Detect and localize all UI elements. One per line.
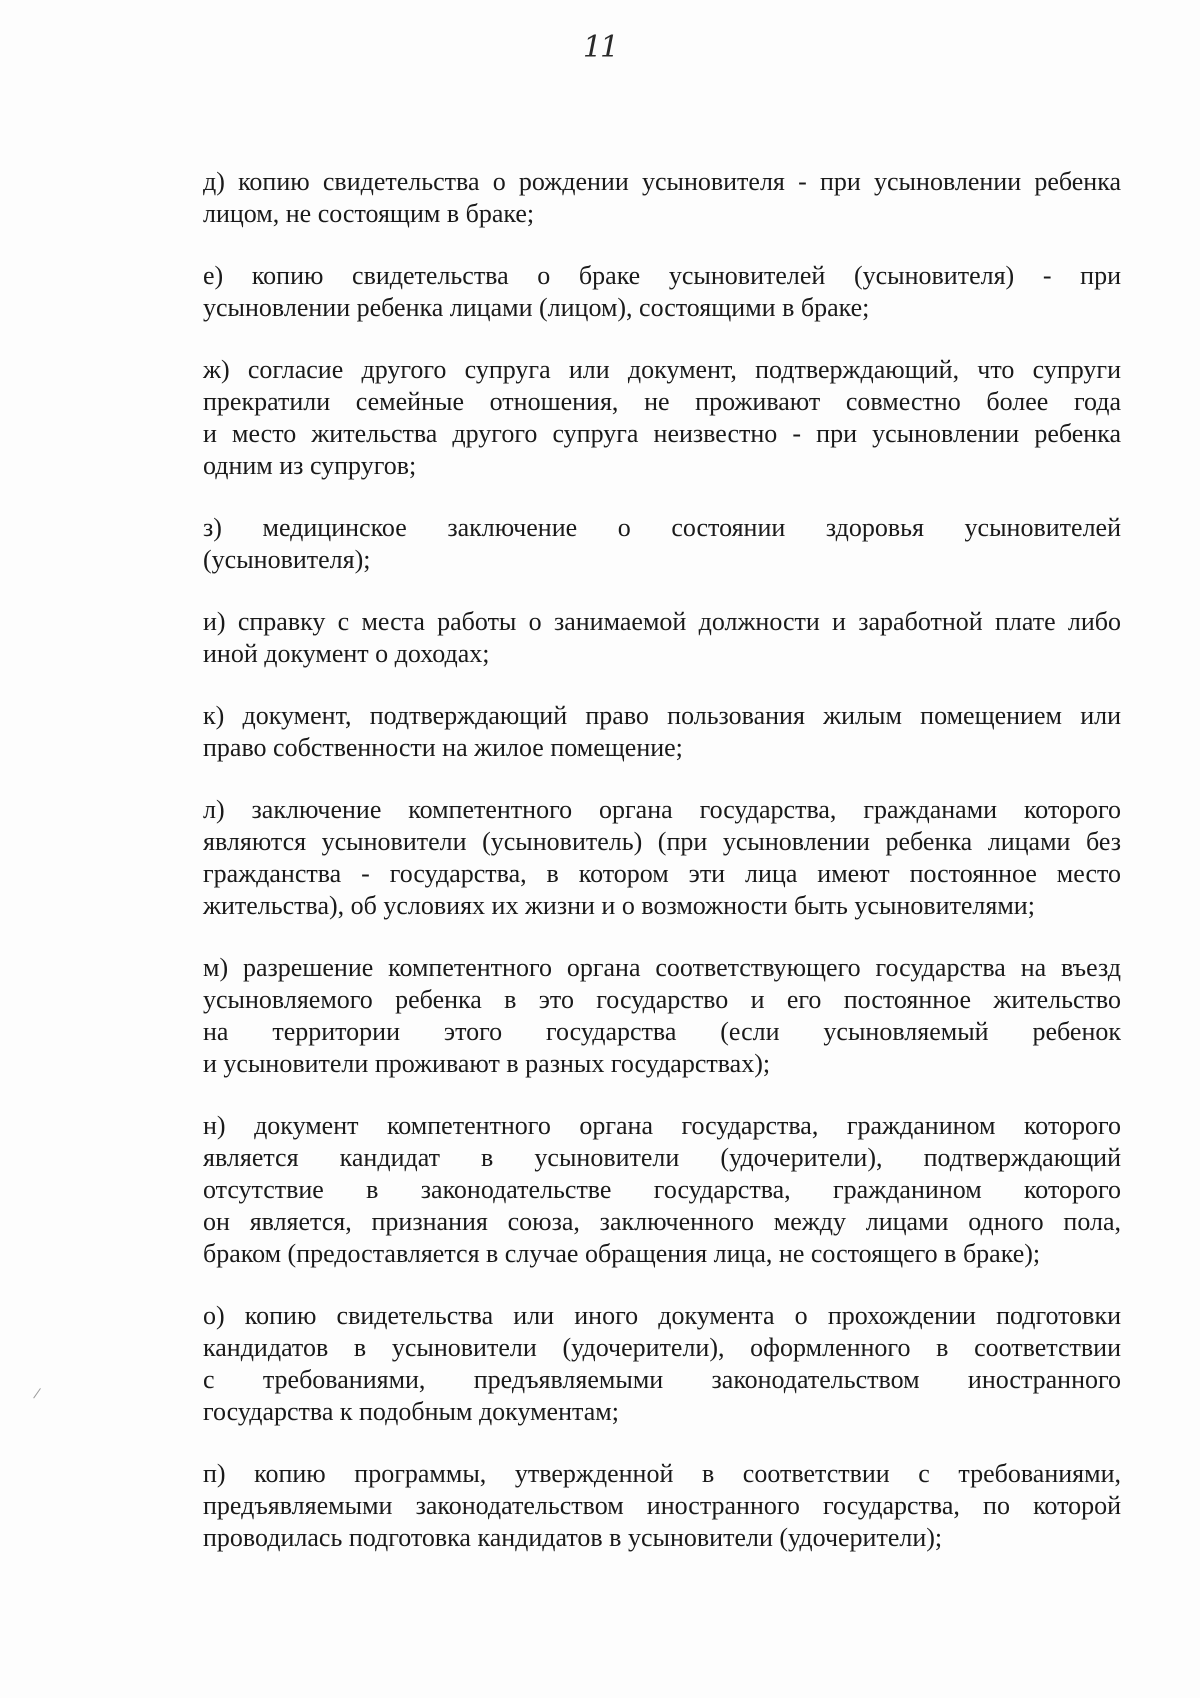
- text-line: право собственности на жилое помещение;: [203, 733, 683, 762]
- list-item-zh: [203, 354, 1121, 482]
- list-item-z: [203, 512, 1121, 576]
- text-line: усыновлении ребенка лицами (лицом), состоящими в браке;: [203, 293, 870, 322]
- text-line: и) справку с места работы о занимаемой должности и заработной плате либо: [203, 607, 1121, 636]
- text-line: и усыновители проживают в разных государствах);: [203, 1049, 771, 1078]
- text-line: д) копию свидетельства о рождении усыновителя - при усыновлении ребенка: [203, 167, 1121, 196]
- text-line: п) копию программы, утвержденной в соответствии с требованиями,: [203, 1459, 1121, 1488]
- page-number: 11: [582, 30, 618, 65]
- document-body: [203, 166, 1121, 1584]
- text-line: жительства), об условиях их жизни и о возможности быть усыновителями;: [203, 891, 1035, 920]
- list-item-d: [203, 166, 1121, 230]
- scan-margin-mark: [33, 1388, 46, 1402]
- text-line: е) копию свидетельства о браке усыновителей (усыновителя) - при: [203, 261, 1121, 290]
- text-line: и место жительства другого супруга неизвестно - при усыновлении ребенка: [203, 419, 1121, 448]
- text-line: л) заключение компетентного органа государства, гражданами которого: [203, 795, 1121, 824]
- text-line: з) медицинское заключение о состоянии здоровья усыновителей: [203, 513, 1121, 542]
- text-line: усыновляемого ребенка в это государство и его постоянное жительство: [203, 985, 1121, 1014]
- list-item-i: [203, 606, 1121, 670]
- text-line: (усыновителя);: [203, 545, 371, 574]
- text-line: иной документ о доходах;: [203, 639, 490, 668]
- text-line: государства к подобным документам;: [203, 1397, 619, 1426]
- text-line: предъявляемыми законодательством иностранного государства, по которой: [203, 1491, 1121, 1520]
- text-line: является кандидат в усыновители (удочерители), подтверждающий: [203, 1143, 1121, 1172]
- list-item-n: [203, 1110, 1121, 1270]
- text-line: лицом, не состоящим в браке;: [203, 199, 535, 228]
- text-line: отсутствие в законодательстве государства, гражданином которого: [203, 1175, 1121, 1204]
- text-line: являются усыновители (усыновитель) (при усыновлении ребенка лицами без: [203, 827, 1121, 856]
- list-item-k: [203, 700, 1121, 764]
- text-line: проводилась подготовка кандидатов в усыновители (удочерители);: [203, 1523, 943, 1552]
- text-line: браком (предоставляется в случае обращения лица, не состоящего в браке);: [203, 1239, 1041, 1268]
- list-item-m: [203, 952, 1121, 1080]
- text-line: гражданства - государства, в котором эти лица имеют постоянное место: [203, 859, 1121, 888]
- list-item-p: [203, 1458, 1121, 1554]
- text-line: к) документ, подтверждающий право пользования жилым помещением или: [203, 701, 1121, 730]
- text-line: кандидатов в усыновители (удочерители), оформленного в соответствии: [203, 1333, 1121, 1362]
- text-line: прекратили семейные отношения, не проживают совместно более года: [203, 387, 1121, 416]
- text-line: н) документ компетентного органа государства, гражданином которого: [203, 1111, 1121, 1140]
- text-line: ж) согласие другого супруга или документ, подтверждающий, что супруги: [203, 355, 1121, 384]
- text-line: одним из супругов;: [203, 451, 417, 480]
- text-line: он является, признания союза, заключенного между лицами одного пола,: [203, 1207, 1121, 1236]
- list-item-o: [203, 1300, 1121, 1428]
- text-line: на территории этого государства (если усыновляемый ребенок: [203, 1017, 1121, 1046]
- list-item-e: [203, 260, 1121, 324]
- text-line: с требованиями, предъявляемыми законодательством иностранного: [203, 1365, 1121, 1394]
- list-item-l: [203, 794, 1121, 922]
- text-line: о) копию свидетельства или иного документа о прохождении подготовки: [203, 1301, 1121, 1330]
- text-line: м) разрешение компетентного органа соответствующего государства на въезд: [203, 953, 1121, 982]
